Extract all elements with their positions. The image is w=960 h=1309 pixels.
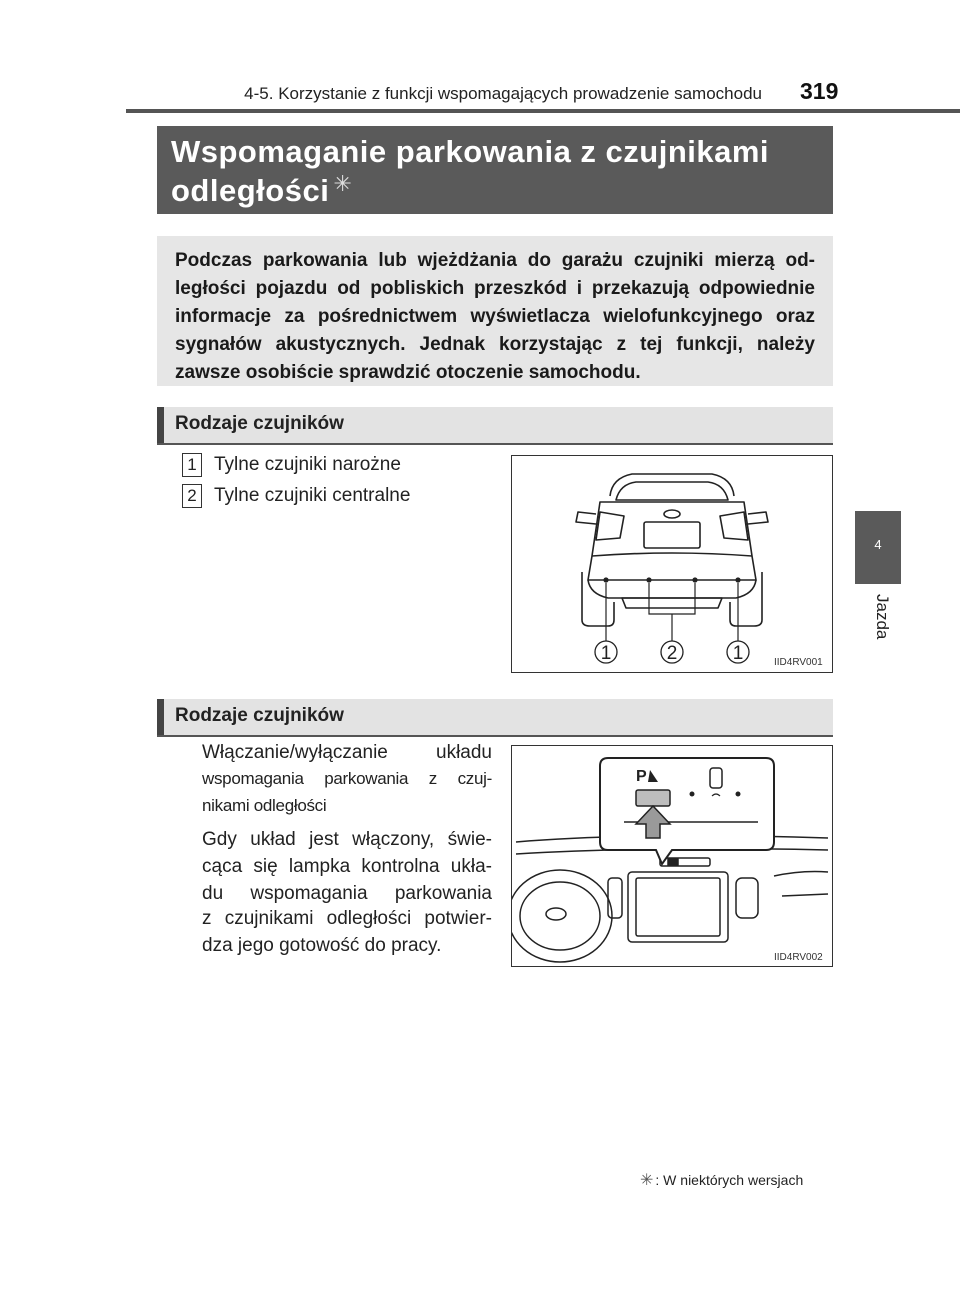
section-title: Rodzaje czujników — [175, 705, 344, 726]
page-title-line-2 — [171, 173, 352, 209]
footnote-text: : W niektórych wersjach — [655, 1172, 804, 1188]
list-item-text: Tylne czujniki centralne — [214, 485, 411, 507]
page-title-line-1: Wspomaganie parkowania z czujnikami — [171, 134, 770, 169]
header-rule — [126, 109, 960, 113]
intro-line: Podczas parkowania lub wjeżdżania do garażu czujniki mierzą od- — [175, 250, 815, 271]
list-item — [182, 484, 410, 508]
chapter-title: 4-5. Korzystanie z funkcji wspomagających prowadzenie samochodu — [244, 84, 762, 103]
list-item-text: Tylne czujniki narożne — [214, 454, 401, 476]
page-title-box — [157, 126, 833, 214]
body-text-line: z czujnikami odległości potwier- — [202, 908, 492, 929]
body-text-line: du wspomagania parkowania — [202, 883, 492, 904]
intro-line: informacje za pośrednictwem wyświetlacza wielofunkcyjnego oraz — [175, 306, 815, 327]
footnote — [640, 1170, 803, 1190]
section-title: Rodzaje czujników — [175, 413, 344, 434]
page-number: 319 — [800, 78, 839, 104]
section-header-sensor-types-2 — [157, 699, 833, 737]
asterisk-icon: ✳ — [640, 1172, 654, 1189]
intro-line: sygnałów akustycznych. Jednak korzystając z tej funkcji, należy — [175, 334, 815, 355]
callout-label: 2 — [666, 643, 678, 664]
chapter-tab-number: 4 — [874, 537, 882, 552]
dashboard-illustration — [512, 746, 832, 966]
body-text-line: nikami odległości — [202, 796, 327, 815]
dashboard-switch-figure — [511, 745, 833, 967]
intro-line: ległości pojazdu od pobliskich przeszkód i przekazują odpowiednie — [175, 278, 815, 299]
intro-line: zawsze osobiście sprawdzić otoczenie samochodu. — [175, 362, 641, 383]
intro-box — [157, 236, 833, 386]
body-text-line: Włączanie/wyłączanie układu — [202, 742, 492, 763]
section-header-sensor-types — [157, 407, 833, 445]
callout-label: 1 — [732, 643, 744, 664]
number-badge: 1 — [182, 453, 202, 477]
list-item — [182, 453, 401, 477]
figure-code: IID4RV002 — [774, 952, 823, 963]
callout-layer — [512, 456, 832, 672]
chapter-tab — [855, 511, 901, 584]
chapter-tab-label: Jazda — [873, 594, 892, 640]
svg-text:P: P — [636, 768, 647, 785]
rear-sensors-figure — [511, 455, 833, 673]
number-badge: 2 — [182, 484, 202, 508]
body-text-line: Gdy układ jest włączony, świe- — [202, 829, 492, 850]
page-title-text: odległości — [171, 173, 330, 208]
body-text-line: cąca się lampka kontrolna ukła- — [202, 856, 492, 877]
figure-code: IID4RV001 — [774, 657, 823, 668]
body-text-line: dza jego gotowość do pracy. — [202, 935, 442, 956]
callout-label: 1 — [600, 643, 612, 664]
body-text-line: wspomagania parkowania z czuj- — [202, 769, 492, 788]
asterisk-icon: ✳ — [333, 171, 353, 196]
